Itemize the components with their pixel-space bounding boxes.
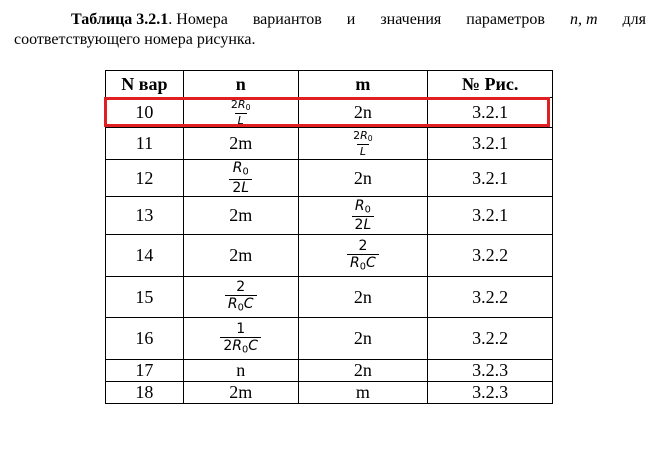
cell-n: [183, 160, 298, 197]
header-figure: № Рис.: [428, 71, 553, 98]
header-variant: N вар: [106, 71, 184, 98]
cell-m: m: [298, 382, 428, 404]
cell-variant: 16: [106, 318, 184, 360]
cell-variant: 14: [106, 235, 184, 277]
table-caption: [14, 10, 646, 50]
cell-m: 2n: [298, 98, 428, 128]
fraction: $\frac{2}{R_0C}$: [225, 280, 257, 313]
cell-n: 2m: [183, 235, 298, 277]
fraction: $\frac{2R_0}{L}$: [353, 129, 373, 158]
header-m: m: [298, 71, 428, 98]
cell-m: 2n: [298, 160, 428, 197]
fraction: $\frac{2R_0}{L}$: [230, 98, 251, 127]
caption-table-label: Таблица 3.2.1: [71, 11, 169, 28]
cell-m: [298, 128, 428, 160]
cell-variant: 10: [106, 98, 184, 128]
fraction: $\frac{2}{R_0C}$: [347, 239, 379, 272]
cell-n: n: [183, 360, 298, 382]
cell-m: [298, 235, 428, 277]
cell-variant: 15: [106, 277, 184, 318]
table-row: [106, 235, 553, 277]
cell-variant: 12: [106, 160, 184, 197]
cell-m: [298, 197, 428, 235]
table-body: [106, 98, 553, 404]
cell-m: 2n: [298, 277, 428, 318]
cell-figure: 3.2.1: [428, 128, 553, 160]
fraction: $\frac{R_0}{2L}$: [352, 199, 375, 232]
cell-figure: 3.2.2: [428, 277, 553, 318]
table-row: [106, 128, 553, 160]
cell-n: [183, 277, 298, 318]
cell-m: 2n: [298, 360, 428, 382]
caption-line-1: Таблица 3.2.1. Номера вариантов и значения параметров n, m для: [71, 11, 646, 28]
cell-m: 2n: [298, 318, 428, 360]
cell-variant: 17: [106, 360, 184, 382]
cell-n: 2m: [183, 128, 298, 160]
caption-line-2: соответствующего номера рисунка.: [14, 31, 256, 48]
table-row: [106, 360, 553, 382]
cell-n: [183, 98, 298, 128]
cell-figure: 3.2.1: [428, 98, 553, 128]
table-row: [106, 160, 553, 197]
cell-variant: 18: [106, 382, 184, 404]
table-row: [106, 318, 553, 360]
cell-figure: 3.2.3: [428, 382, 553, 404]
table-row: [106, 197, 553, 235]
cell-n: 2m: [183, 382, 298, 404]
table-header-row: [106, 71, 553, 98]
header-n: n: [183, 71, 298, 98]
cell-variant: 11: [106, 128, 184, 160]
fraction: $\frac{1}{2R_0C}$: [220, 322, 261, 355]
cell-figure: 3.2.2: [428, 235, 553, 277]
cell-figure: 3.2.2: [428, 318, 553, 360]
cell-figure: 3.2.1: [428, 160, 553, 197]
table-row: [106, 277, 553, 318]
fraction: $\frac{R_0}{2L}$: [229, 161, 252, 194]
cell-n: 2m: [183, 197, 298, 235]
cell-figure: 3.2.3: [428, 360, 553, 382]
cell-variant: 13: [106, 197, 184, 235]
cell-n: [183, 318, 298, 360]
cell-figure: 3.2.1: [428, 197, 553, 235]
table-row: [106, 382, 553, 404]
parameters-table: [105, 70, 553, 404]
table-row: [106, 98, 553, 128]
